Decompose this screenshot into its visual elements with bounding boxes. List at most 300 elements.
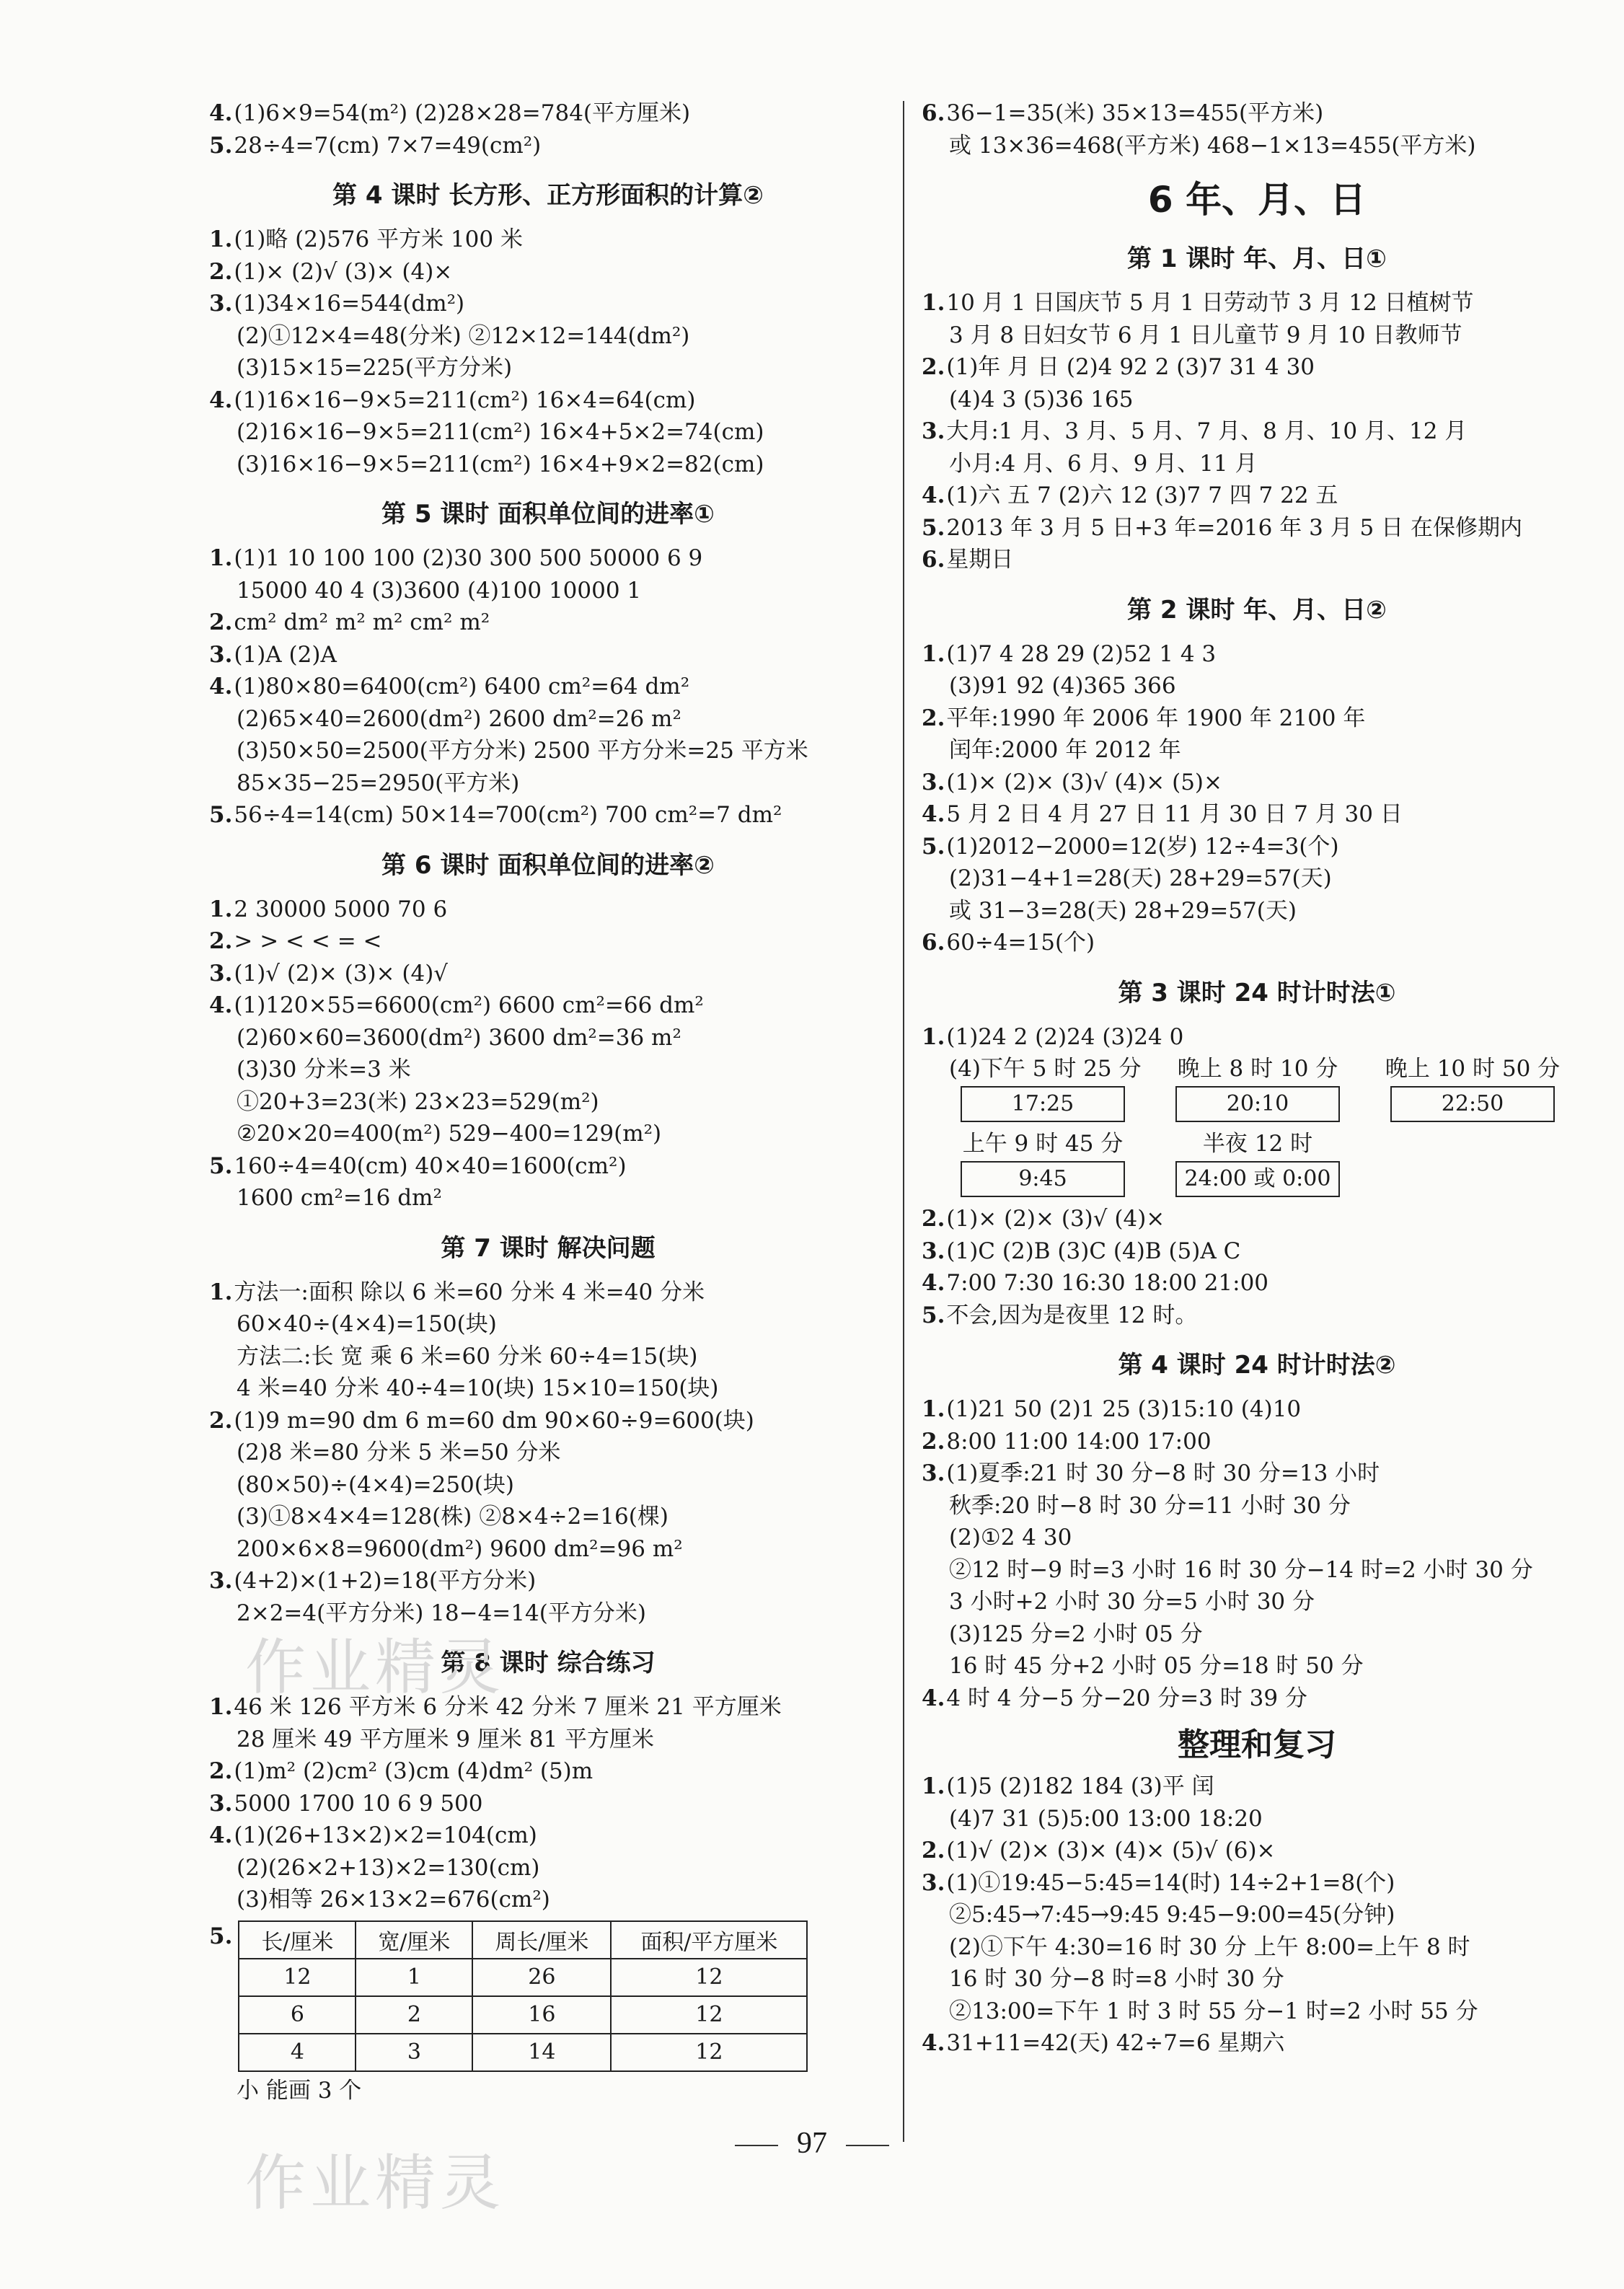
- time-label: 晚上 10 时 50 分: [1385, 1056, 1561, 1082]
- answer-line: [922, 1522, 1592, 1554]
- answer-line: [209, 1118, 887, 1150]
- answer-text: 7:00 7:30 16:30 18:00 21:00: [946, 1270, 1269, 1296]
- answer-line: [209, 1501, 887, 1533]
- question-number: 3.: [922, 418, 945, 444]
- section-title: 第 1 课时 年、月、日①: [1127, 244, 1387, 273]
- answer-text: (2)65×40=2600(dm²) 2600 dm²=26 m²: [237, 705, 681, 732]
- answer-text: (2)60×60=3600(dm²) 3600 dm²=36 m²: [237, 1024, 681, 1051]
- table-cell: 26: [472, 1959, 611, 1996]
- question-number: 4.: [922, 2030, 945, 2056]
- question-number: 3.: [922, 1238, 945, 1264]
- answer-text: 方法一:面积 除以 6 米=60 分米 4 米=40 分米: [234, 1279, 705, 1305]
- answer-line: [922, 1235, 1592, 1268]
- answer-text: (1)21 50 (2)1 25 (3)15:10 (4)10: [946, 1396, 1302, 1422]
- answer-line: [209, 671, 887, 703]
- question-number: 5.: [922, 1302, 945, 1328]
- answer-text: 15000 40 4 (3)3600 (4)100 10000 1: [237, 577, 642, 604]
- answer-line: [922, 2027, 1592, 2060]
- answer-line: [209, 1437, 887, 1469]
- question-number: 6.: [922, 930, 945, 956]
- answer-line: [922, 1867, 1592, 1900]
- answer-line: [922, 1682, 1592, 1715]
- unit-title: 6 年、月、日: [1147, 179, 1367, 221]
- answer-line: [209, 1852, 887, 1884]
- table-row: [239, 2034, 807, 2071]
- question-number: 6.: [922, 100, 945, 126]
- time-box: 22:50: [1390, 1086, 1555, 1122]
- question-number: 1.: [209, 545, 233, 571]
- table-cell: 3: [356, 2034, 472, 2071]
- answer-text: ②20×20=400(m²) 529−400=129(m²): [237, 1121, 662, 1147]
- answer-text: 60×40÷(4×4)=150(块): [237, 1311, 497, 1337]
- time-box-cell: [949, 1085, 1137, 1128]
- answer-line: [922, 480, 1592, 512]
- table-header-cell: 宽/厘米: [356, 1921, 472, 1959]
- time-box: 9:45: [961, 1161, 1125, 1197]
- section-title: 第 2 课时 年、月、日②: [1127, 595, 1387, 625]
- answer-text: 4 时 4 分−5 分−20 分=3 时 39 分: [946, 1685, 1307, 1711]
- time-box-cell: [1379, 1085, 1566, 1128]
- time-box-row: [922, 1160, 1592, 1203]
- table-cell: 12: [611, 1996, 807, 2034]
- answer-text: (1)× (2)√ (3)× (4)×: [234, 258, 453, 285]
- answer-line: [209, 735, 887, 767]
- question-number: 4.: [209, 674, 233, 700]
- question-number: 4.: [209, 992, 233, 1018]
- answer-line: [209, 542, 887, 575]
- question-number: 3.: [209, 960, 233, 987]
- answer-line: [209, 1884, 887, 1916]
- answer-line: [922, 734, 1592, 767]
- answer-text: 2×2=4(平方分米) 18−4=14(平方分米): [237, 1600, 646, 1626]
- answer-line: [922, 1393, 1592, 1426]
- answer-text: (2)①下午 4:30=16 时 30 分 上午 8:00=上午 8 时: [949, 1933, 1470, 1960]
- question-number: 1.: [209, 226, 233, 252]
- answer-line: [209, 256, 887, 288]
- answer-text: 2013 年 3 月 5 日+3 年=2016 年 3 月 5 日 在保修期内: [946, 514, 1522, 541]
- answer-line: [209, 1469, 887, 1501]
- watermark: 作业精灵: [245, 2148, 506, 2218]
- answer-text: 方法二:长 宽 乘 6 米=60 分米 60÷4=15(块): [237, 1343, 698, 1370]
- answer-text: (1)年 月 日 (2)4 92 2 (3)7 31 4 30: [946, 354, 1315, 380]
- table-cell: 12: [611, 1959, 807, 1996]
- question-number: 2.: [209, 1758, 233, 1784]
- answer-line: [922, 287, 1592, 319]
- answer-line: [922, 1995, 1592, 2028]
- answer-line: [209, 1724, 887, 1756]
- answer-text: (80×50)÷(4×4)=250(块): [237, 1471, 514, 1498]
- answer-line: [922, 351, 1592, 384]
- answer-line: [922, 319, 1592, 352]
- answers-section-5: [209, 542, 887, 832]
- question-number: 2.: [209, 258, 233, 285]
- answer-text: (2)8 米=80 分米 5 米=50 分米: [237, 1439, 561, 1465]
- table-header-row: [239, 1921, 807, 1959]
- review-title: 整理和复习: [1178, 1726, 1336, 1763]
- answer-line: [922, 130, 1592, 162]
- question-number: 2.: [922, 1428, 945, 1455]
- question-number: 2.: [922, 354, 945, 380]
- answer-text: (2)(26×2+13)×2=130(cm): [237, 1854, 540, 1881]
- rectangle-table: [238, 1920, 808, 2072]
- answer-line: [209, 1565, 887, 1597]
- answer-text: (2)①2 4 30: [949, 1525, 1072, 1551]
- answer-text: (3)30 分米=3 米: [237, 1057, 411, 1082]
- question-number: 2.: [922, 1838, 945, 1864]
- answer-text: ②12 时−9 时=3 小时 16 时 30 分−14 时=2 小时 30 分: [949, 1556, 1533, 1583]
- answer-line: [922, 448, 1592, 480]
- answer-line: [922, 1203, 1592, 1235]
- table-cell: 2: [356, 1996, 472, 2034]
- answer-line: [209, 799, 887, 832]
- answer-text: (1)√ (2)× (3)× (4)√: [234, 960, 449, 987]
- answer-text: 160÷4=40(cm) 40×40=1600(cm²): [234, 1152, 627, 1179]
- time-label: 晚上 8 时 10 分: [1177, 1056, 1338, 1082]
- section-title: 第 8 课时 综合练习: [441, 1649, 656, 1677]
- answer-text: (3)15×15=225(平方分米): [237, 355, 513, 381]
- answer-text: 秋季:20 时−8 时 30 分=11 小时 30 分: [949, 1492, 1351, 1519]
- answers-review: [922, 1770, 1592, 2060]
- answer-text: 5 月 2 日 4 月 27 日 11 月 30 日 7 月 30 日: [946, 801, 1403, 827]
- answer-text: (1)(26+13×2)×2=104(cm): [234, 1822, 537, 1848]
- question-number: 2.: [922, 1206, 945, 1232]
- answer-text: 16 时 45 分+2 小时 05 分=18 时 50 分: [949, 1653, 1364, 1679]
- question-number: 5.: [922, 833, 945, 860]
- answer-text: 3 月 8 日妇女节 6 月 1 日儿童节 9 月 10 日教师节: [949, 322, 1462, 348]
- answer-text: 56÷4=14(cm) 50×14=700(cm²) 700 cm²=7 dm²: [234, 802, 782, 828]
- answers-r1: [922, 287, 1592, 576]
- answer-text: 平年:1990 年 2006 年 1900 年 2100 年: [946, 705, 1366, 731]
- question-number: 4.: [922, 1270, 945, 1296]
- time-box-cell: [1164, 1085, 1351, 1128]
- table-row: [239, 1959, 807, 1996]
- answer-line: [209, 1182, 887, 1214]
- answer-text: 46 米 126 平方米 6 分米 42 分米 7 厘米 21 平方厘米: [234, 1694, 782, 1720]
- question-number: 3.: [209, 641, 233, 668]
- time-box-row: [922, 1085, 1592, 1128]
- answer-text: 60÷4=15(个): [946, 930, 1095, 956]
- answer-line: [922, 415, 1592, 448]
- answer-text: 星期日: [946, 547, 1014, 573]
- answer-line: [922, 638, 1592, 671]
- answer-line: [922, 1770, 1592, 1803]
- answer-text: 大月:1 月、3 月、5 月、7 月、8 月、10 月、12 月: [946, 418, 1468, 444]
- answer-line: [209, 1150, 887, 1183]
- answer-text: (1)m² (2)cm² (3)cm (4)dm² (5)m: [234, 1758, 593, 1784]
- question-number: 5.: [922, 514, 945, 541]
- table-note: 小 能画 3 个: [237, 2077, 362, 2104]
- answer-text: (4)4 3 (5)36 165: [949, 386, 1134, 413]
- answers-section-7: [209, 1276, 887, 1630]
- question-number: 1.: [209, 1694, 233, 1720]
- question-number: 3.: [209, 1568, 233, 1594]
- answer-line: [209, 288, 887, 320]
- answer-text: (2)16×16−9×5=211(cm²) 16×4+5×2=74(cm): [237, 419, 764, 445]
- answer-line: [922, 927, 1592, 959]
- question-number: 3.: [922, 1869, 945, 1896]
- answer-text: 闰年:2000 年 2012 年: [949, 737, 1181, 763]
- answer-text: (1)1 10 100 100 (2)30 300 500 50000 6 9: [234, 545, 703, 571]
- answer-text: cm² dm² m² m² cm² m²: [234, 609, 490, 635]
- answer-text: (3)16×16−9×5=211(cm²) 16×4+9×2=82(cm): [237, 451, 764, 477]
- answer-line: [922, 1300, 1592, 1332]
- section-title: 第 7 课时 解决问题: [441, 1233, 656, 1263]
- time-box: 20:10: [1175, 1086, 1340, 1122]
- question-number: 2.: [922, 705, 945, 731]
- table-cell: 12: [611, 2034, 807, 2071]
- answer-table-block: [209, 1920, 887, 2072]
- time-box: 17:25: [961, 1086, 1125, 1122]
- table-header-cell: 周长/厘米: [472, 1921, 611, 1959]
- answer-text: (2)31−4+1=28(天) 28+29=57(天): [949, 865, 1332, 891]
- time-box: 24:00 或 0:00: [1175, 1161, 1340, 1197]
- left-column: [209, 97, 887, 2107]
- question-number: 4.: [922, 482, 945, 508]
- answer-line: [922, 1490, 1592, 1522]
- answer-line: [209, 894, 887, 926]
- answer-text: 5000 1700 10 6 9 500: [234, 1790, 483, 1817]
- question-number: 5.: [209, 802, 233, 828]
- answer-line: [209, 1276, 887, 1309]
- question-number: 6.: [922, 547, 945, 573]
- answer-line: [209, 1533, 887, 1566]
- time-label: 半夜 12 时: [1202, 1131, 1313, 1157]
- answer-line: [209, 1820, 887, 1852]
- answer-line: [922, 1554, 1592, 1587]
- answer-line: [922, 767, 1592, 799]
- answer-text: 3 小时+2 小时 30 分=5 小时 30 分: [949, 1589, 1315, 1615]
- answer-text: (3)相等 26×13×2=676(cm²): [237, 1887, 550, 1913]
- answer-text: (1)①19:45−5:45=14(时) 14÷2+1=8(个): [946, 1869, 1395, 1896]
- answer-text: (2)①12×4=48(分米) ②12×12=144(dm²): [237, 322, 690, 349]
- answer-line: [209, 97, 887, 130]
- question-number: 1.: [209, 896, 233, 922]
- answers-section-8: [209, 1691, 887, 1916]
- answer-text: 1600 cm²=16 dm²: [237, 1185, 442, 1211]
- question-number: 2.: [209, 928, 233, 954]
- answer-line: [922, 1899, 1592, 1931]
- table-row: [239, 1996, 807, 2034]
- answer-line: [922, 1021, 1592, 1054]
- answers-top: [922, 97, 1592, 162]
- answer-line: [922, 544, 1592, 576]
- answer-text: (1)120×55=6600(cm²) 6600 cm²=66 dm²: [234, 992, 704, 1018]
- question-number: 3.: [922, 1460, 945, 1486]
- answer-text: (1)9 m=90 dm 6 m=60 dm 90×60÷9=600(块): [234, 1407, 754, 1434]
- answer-line: [209, 384, 887, 417]
- answer-text: ②5:45→7:45→9:45 9:45−9:00=45(分钟): [949, 1902, 1395, 1928]
- answer-text: (1)7 4 28 29 (2)52 1 4 3: [946, 640, 1217, 667]
- question-number: 4.: [209, 100, 233, 126]
- answer-line: [922, 670, 1592, 702]
- question-number: 4.: [209, 387, 233, 413]
- question-number: 5.: [209, 1923, 233, 1949]
- time-label: (4)下午 5 时 25 分: [949, 1056, 1142, 1082]
- answer-line: [209, 1054, 887, 1086]
- answer-line: [209, 320, 887, 353]
- answer-line: [209, 352, 887, 384]
- answer-line: [209, 1405, 887, 1437]
- answer-text: (1)16×16−9×5=211(cm²) 16×4=64(cm): [234, 387, 696, 413]
- question-number: 1.: [922, 1773, 945, 1799]
- answer-text: 85×35−25=2950(平方米): [237, 769, 520, 796]
- answer-text: (1)6×9=54(m²) (2)28×28=784(平方厘米): [234, 100, 691, 126]
- answer-text: (1)24 2 (2)24 (3)24 0: [946, 1023, 1184, 1050]
- section-title: 第 6 课时 面积单位间的进率②: [381, 850, 715, 880]
- answer-line: [209, 1788, 887, 1820]
- question-number: 1.: [922, 290, 945, 316]
- answer-line: [209, 575, 887, 607]
- answer-text: 2 30000 5000 70 6: [234, 896, 448, 922]
- answer-text: (1)略 (2)576 平方米 100 米: [234, 226, 523, 252]
- time-label-row: [922, 1053, 1592, 1085]
- answer-line: [209, 1372, 887, 1405]
- answer-line: [209, 989, 887, 1022]
- answers-r2: [922, 638, 1592, 959]
- answer-line: [209, 130, 887, 162]
- question-number: 5.: [209, 132, 233, 159]
- time-label: 上午 9 时 45 分: [962, 1131, 1124, 1157]
- answer-line: [922, 1931, 1592, 1964]
- answer-text: (1)80×80=6400(cm²) 6400 cm²=64 dm²: [234, 674, 690, 700]
- answer-text: (1)34×16=544(dm²): [234, 291, 465, 317]
- question-number: 4.: [922, 1685, 945, 1711]
- question-number: 5.: [209, 1152, 233, 1179]
- answer-line: [209, 416, 887, 449]
- answer-line: [209, 1341, 887, 1373]
- answers-section-6: [209, 894, 887, 1214]
- answer-text: (1)C (2)B (3)C (4)B (5)A C: [946, 1238, 1241, 1264]
- question-number: 4.: [922, 801, 945, 827]
- answer-line: [922, 1457, 1592, 1490]
- answer-text: ①20+3=23(米) 23×23=529(m²): [237, 1088, 599, 1115]
- answer-text: > > < < = <: [234, 928, 382, 954]
- answer-line: [209, 1308, 887, 1341]
- answer-line: [922, 831, 1592, 863]
- page-number-bar: [0, 2126, 1624, 2161]
- time-box-cell: [1164, 1160, 1351, 1203]
- answer-text: 28÷4=7(cm) 7×7=49(cm²): [234, 132, 542, 159]
- answer-text: 8:00 11:00 14:00 17:00: [946, 1428, 1212, 1455]
- answer-line: [922, 702, 1592, 735]
- answer-text: (1)六 五 7 (2)六 12 (3)7 7 四 7 22 五: [946, 482, 1338, 508]
- answer-text: (1)× (2)× (3)√ (4)× (5)×: [946, 769, 1223, 795]
- answer-line: [922, 1618, 1592, 1651]
- answer-line: [209, 1022, 887, 1054]
- answers-r4: [922, 1393, 1592, 1714]
- question-number: 4.: [209, 1822, 233, 1848]
- answer-text: (3)125 分=2 小时 05 分: [949, 1620, 1203, 1647]
- answer-line: [209, 639, 887, 671]
- section-title: 第 5 课时 面积单位间的进率①: [381, 500, 715, 529]
- answer-line: [209, 449, 887, 481]
- answer-line: [922, 895, 1592, 927]
- question-number: 3.: [922, 769, 945, 795]
- answer-line: [922, 863, 1592, 895]
- table-cell: 14: [472, 2034, 611, 2071]
- answer-text: 36−1=35(米) 35×13=455(平方米): [946, 100, 1324, 126]
- answer-line: [922, 384, 1592, 416]
- answer-text: 10 月 1 日国庆节 5 月 1 日劳动节 3 月 12 日植树节: [946, 290, 1474, 316]
- section-title: 第 3 课时 24 时计时法①: [1118, 978, 1396, 1007]
- time-label-row: [922, 1128, 1592, 1160]
- table-cell: 4: [239, 2034, 356, 2071]
- answer-line: [922, 1835, 1592, 1867]
- answer-line: [922, 512, 1592, 544]
- answer-line: [209, 224, 887, 256]
- answer-line: [209, 767, 887, 800]
- answer-text: (3)91 92 (4)365 366: [949, 673, 1176, 699]
- table-header-cell: 面积/平方厘米: [611, 1921, 807, 1959]
- answer-text: (3)①8×4×4=128(株) ②8×4÷2=16(棵): [237, 1504, 668, 1530]
- table-cell: 6: [239, 1996, 356, 2034]
- answers-top: [209, 97, 887, 162]
- answer-line: [209, 703, 887, 736]
- table-cell: 12: [239, 1959, 356, 1996]
- question-number: 1.: [209, 1279, 233, 1305]
- answer-text: (4+2)×(1+2)=18(平方分米): [234, 1568, 537, 1594]
- question-number: 2.: [209, 609, 233, 635]
- answer-line: [922, 97, 1592, 130]
- answer-text: 200×6×8=9600(dm²) 9600 dm²=96 m²: [237, 1535, 683, 1562]
- page-number: 97: [797, 2127, 827, 2160]
- answer-line: [209, 607, 887, 639]
- question-number: 1.: [922, 1396, 945, 1422]
- answer-line: [209, 925, 887, 958]
- answer-text: (1)× (2)× (3)√ (4)×: [946, 1206, 1165, 1232]
- answer-line: [209, 958, 887, 990]
- answer-text: ②13:00=下午 1 时 3 时 55 分−1 时=2 小时 55 分: [949, 1998, 1478, 2024]
- answer-text: (1)5 (2)182 184 (3)平 闰: [946, 1773, 1214, 1799]
- answer-text: 小月:4 月、6 月、9 月、11 月: [949, 450, 1258, 477]
- answers-r3: [922, 1203, 1592, 1331]
- section-title: 第 4 课时 24 时计时法②: [1118, 1351, 1396, 1380]
- answer-text: 4 米=40 分米 40÷4=10(块) 15×10=150(块): [237, 1375, 719, 1401]
- watermark: 作业精灵: [245, 1632, 506, 1703]
- table-cell: 1: [356, 1959, 472, 1996]
- answer-line: [922, 1803, 1592, 1835]
- table-header-cell: 长/厘米: [239, 1921, 356, 1959]
- question-number: 1.: [922, 640, 945, 667]
- answers-section-4: [209, 224, 887, 480]
- page-dash: [846, 2145, 889, 2146]
- table-cell: 16: [472, 1996, 611, 2034]
- answer-line: [209, 1755, 887, 1788]
- answer-text: 16 时 30 分−8 时=8 小时 30 分: [949, 1966, 1284, 1992]
- question-number: 3.: [209, 1790, 233, 1817]
- column-divider: [903, 101, 904, 2142]
- answer-text: 不会,因为是夜里 12 时。: [946, 1302, 1198, 1328]
- answer-line: [922, 1267, 1592, 1300]
- answer-text: (1)A (2)A: [234, 641, 337, 668]
- answer-line: [209, 1086, 887, 1119]
- answer-line: [922, 1650, 1592, 1682]
- answer-line: [922, 1586, 1592, 1618]
- question-number: 3.: [209, 291, 233, 317]
- answer-line: [922, 798, 1592, 831]
- section-title: 第 4 课时 长方形、正方形面积的计算②: [332, 181, 764, 210]
- answer-line: [922, 1426, 1592, 1458]
- answer-line: [922, 1963, 1592, 1995]
- answer-text: (1)2012−2000=12(岁) 12÷4=3(个): [946, 833, 1339, 860]
- page-dash: [735, 2145, 778, 2146]
- answer-text: 28 厘米 49 平方厘米 9 厘米 81 平方厘米: [237, 1726, 655, 1752]
- time-box-cell: [949, 1160, 1137, 1203]
- question-number: 2.: [209, 1407, 233, 1434]
- answer-text: 31+11=42(天) 42÷7=6 星期六: [946, 2030, 1285, 2056]
- right-column: [922, 97, 1592, 2060]
- answer-text: 或 31−3=28(天) 28+29=57(天): [949, 897, 1297, 924]
